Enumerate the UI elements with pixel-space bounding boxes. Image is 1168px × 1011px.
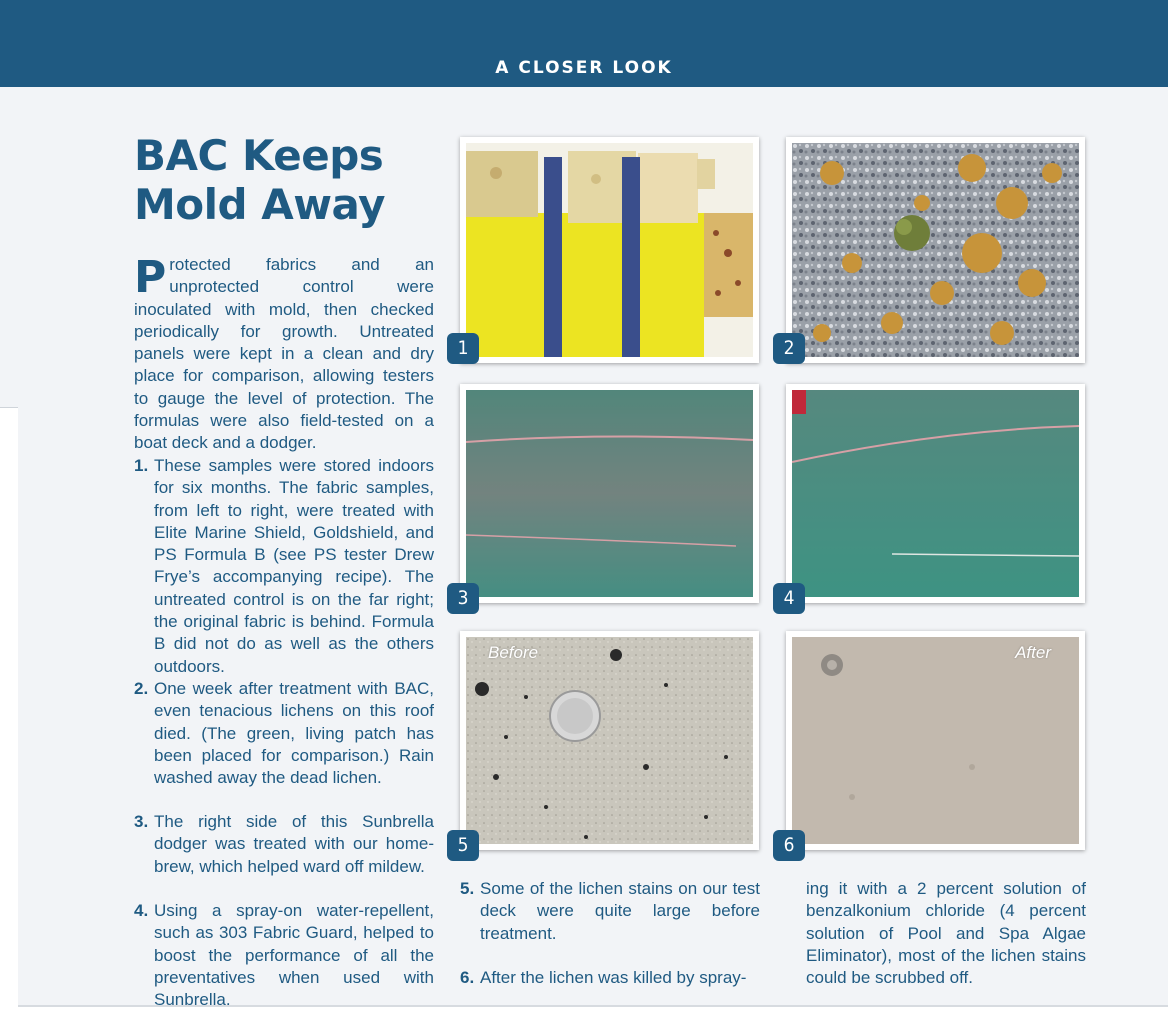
caption-2 — [134, 678, 434, 789]
photo-deck-before — [460, 631, 759, 850]
dodger-illustration — [466, 390, 753, 597]
photo-image — [466, 637, 753, 844]
photo-overlay-after: After — [1015, 643, 1051, 662]
deck-before-illustration — [466, 637, 753, 844]
caption-text: One week after treatment with BAC, even tenacious lichens on this roof died. (The green, living patch has been placed for comparison.) Rain washed away the dead lichen. — [154, 679, 434, 788]
caption-text: Using a spray-on water-repellent, such as 303 Fabric Guard, helped to boost the performance of all the preventatives when used with Sunbrella. — [154, 901, 434, 1010]
caption-6 — [460, 967, 760, 989]
photo-number-badge: 3 — [447, 583, 479, 614]
caption-1 — [134, 455, 434, 678]
caption-4 — [134, 900, 434, 1011]
caption-text: Some of the lichen stains on our test deck were quite large before treatment. — [480, 879, 760, 943]
drop-cap: P — [134, 252, 167, 303]
caption-text: These samples were stored indoors for six months. The fabric samples, from left to right, were treated with Elite Marine Shield, Goldshield, and PS Formula B (see PS tester Drew Frye’s accompanying recipe). The untreated control is on the far right; the original fabric is behind. Formula B did not do as well as the others outdoors. — [154, 456, 434, 676]
photo-dodger-right — [786, 384, 1085, 603]
photo-fabric-samples — [460, 137, 759, 363]
photo-number-badge: 6 — [773, 830, 805, 861]
caption-number: 1. — [134, 456, 149, 475]
caption-number: 6. — [460, 968, 475, 987]
dodger-illustration — [792, 390, 1079, 597]
photo-image — [466, 143, 753, 357]
photo-number-badge: 2 — [773, 333, 805, 364]
photo-number-badge: 4 — [773, 583, 805, 614]
intro-paragraph — [134, 254, 434, 455]
photo-deck-after — [786, 631, 1085, 850]
section-label: A CLOSER LOOK — [495, 58, 673, 78]
caption-5 — [460, 878, 760, 945]
photo-lichen-roof — [786, 137, 1085, 363]
caption-number: 3. — [134, 812, 149, 831]
lichen-roof-illustration — [792, 143, 1079, 357]
fabric-samples-illustration — [466, 143, 753, 357]
caption-number: 5. — [460, 879, 475, 898]
photo-image — [792, 143, 1079, 357]
photo-image — [792, 390, 1079, 597]
intro-text: rotected fabrics and an unprotected control were inoculated with mold, then checked periodically for growth. Untreated panels were kept in a clean and dry place for comparison, allowing testers to gauge the level of protection. The formulas were also field-tested on a boat deck and a dodger. — [134, 255, 434, 453]
deck-after-illustration — [792, 637, 1079, 844]
page-edge — [0, 87, 18, 408]
caption-text: After the lichen was killed by spray- — [480, 968, 747, 987]
photo-dodger-left — [460, 384, 759, 603]
section-header-bar — [0, 0, 1168, 87]
photo-overlay-before: Before — [488, 643, 539, 662]
photo-image — [466, 390, 753, 597]
caption-number: 2. — [134, 679, 149, 698]
caption-6-continued — [806, 878, 1086, 989]
caption-text: ing it with a 2 percent solution of benzalkonium chloride (4 percent solution of Pool and Spa Algae Eliminator), most of the lichen stains could be scrubbed off. — [806, 879, 1086, 988]
caption-text: The right side of this Sunbrella dodger was treated with our home-brew, which helped ward off mildew. — [154, 812, 434, 876]
caption-3 — [134, 811, 434, 878]
photo-number-badge: 1 — [447, 333, 479, 364]
article-title: BAC Keeps Mold Away — [134, 131, 385, 229]
photo-image — [792, 637, 1079, 844]
caption-number: 4. — [134, 901, 149, 920]
photo-number-badge: 5 — [447, 830, 479, 861]
